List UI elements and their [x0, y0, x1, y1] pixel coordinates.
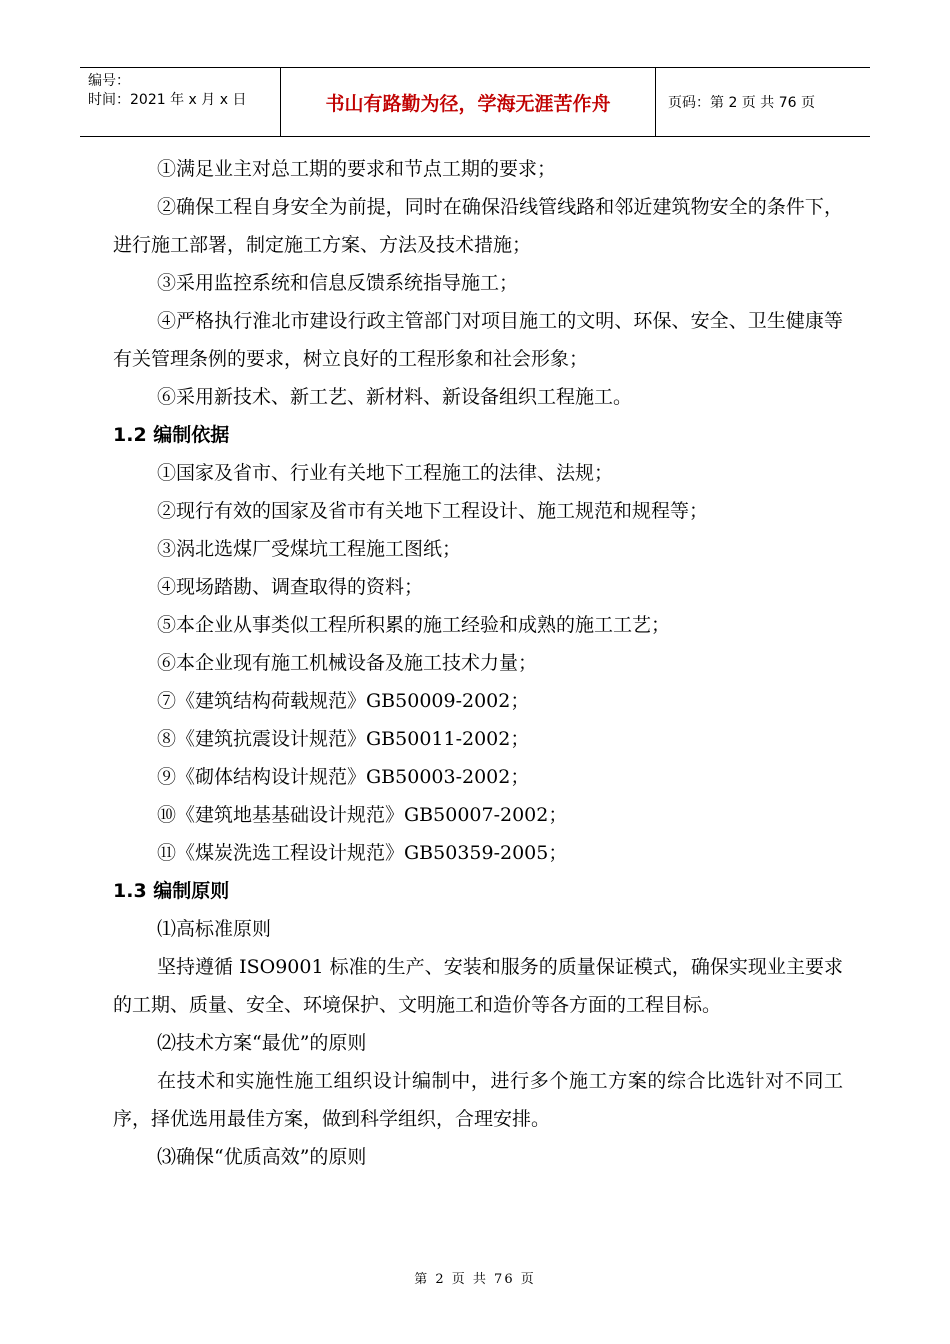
- paragraph: ⑦《建筑结构荷载规范》GB50009-2002；: [157, 690, 530, 712]
- document-date-label: 时间：2021 年 x 月 x 日: [88, 92, 247, 108]
- paragraph: ①满足业主对总工期的要求和节点工期的要求；: [157, 158, 557, 180]
- paragraph: 坚持遵循 ISO9001 标准的生产、安装和服务的质量保证模式，确保实现业主要求的工期、质量、安全、环境保护、文明施工和造价等各方面的工程目标。: [113, 956, 843, 1016]
- paragraph: ⑵技术方案“最优”的原则: [157, 1032, 367, 1054]
- paragraph: ⑶确保“优质高效”的原则: [157, 1146, 367, 1168]
- paragraph: ③涡北选煤厂受煤坑工程施工图纸；: [157, 538, 462, 560]
- paragraph: ⑴高标准原则: [157, 918, 272, 940]
- paragraph: ⑤本企业从事类似工程所积累的施工经验和成熟的施工工艺；: [157, 614, 671, 636]
- paragraph: ④严格执行淮北市建设行政主管部门对项目施工的文明、环保、安全、卫生健康等有关管理条例的要求，树立良好的工程形象和社会形象；: [113, 310, 843, 370]
- paragraph: ①国家及省市、行业有关地下工程施工的法律、法规；: [157, 462, 614, 484]
- paragraph: ②现行有效的国家及省市有关地下工程设计、施工规范和规程等；: [157, 500, 709, 522]
- paragraph: ⑥采用新技术、新工艺、新材料、新设备组织工程施工。: [157, 386, 633, 408]
- header-page-info: 页码：第 2 页 共 76 页: [668, 95, 815, 111]
- paragraph: ④现场踏勘、调查取得的资料；: [157, 576, 424, 598]
- document-number-label: 编号：: [88, 73, 130, 89]
- page-footer: 第 2 页 共 76 页: [414, 1272, 536, 1287]
- paragraph: ②确保工程自身安全为前提，同时在确保沿线管线路和邻近建筑物安全的条件下，进行施工部署，制定施工方案、方法及技术措施；: [113, 196, 843, 256]
- paragraph: ⑥本企业现有施工机械设备及施工技术力量；: [157, 652, 538, 674]
- paragraph: ⑨《砌体结构设计规范》GB50003-2002；: [157, 766, 530, 788]
- header-motto: 书山有路勤为径，学海无涯苦作舟: [280, 68, 656, 136]
- paragraph: ⑩《建筑地基基础设计规范》GB50007-2002；: [157, 804, 568, 826]
- header-meta: [80, 68, 280, 136]
- paragraph: ⑪《煤炭洗选工程设计规范》GB50359-2005；: [157, 842, 568, 864]
- page-header: [80, 67, 870, 137]
- paragraph: ⑧《建筑抗震设计规范》GB50011-2002；: [157, 728, 530, 750]
- section-heading: 1.3 编制原则: [113, 880, 230, 902]
- document-body: [113, 150, 843, 1176]
- paragraph: ③采用监控系统和信息反馈系统指导施工；: [157, 272, 519, 294]
- section-heading: 1.2 编制依据: [113, 424, 230, 446]
- paragraph: 在技术和实施性施工组织设计编制中，进行多个施工方案的综合比选针对不同工序，择优选用最佳方案，做到科学组织，合理安排。: [113, 1070, 843, 1130]
